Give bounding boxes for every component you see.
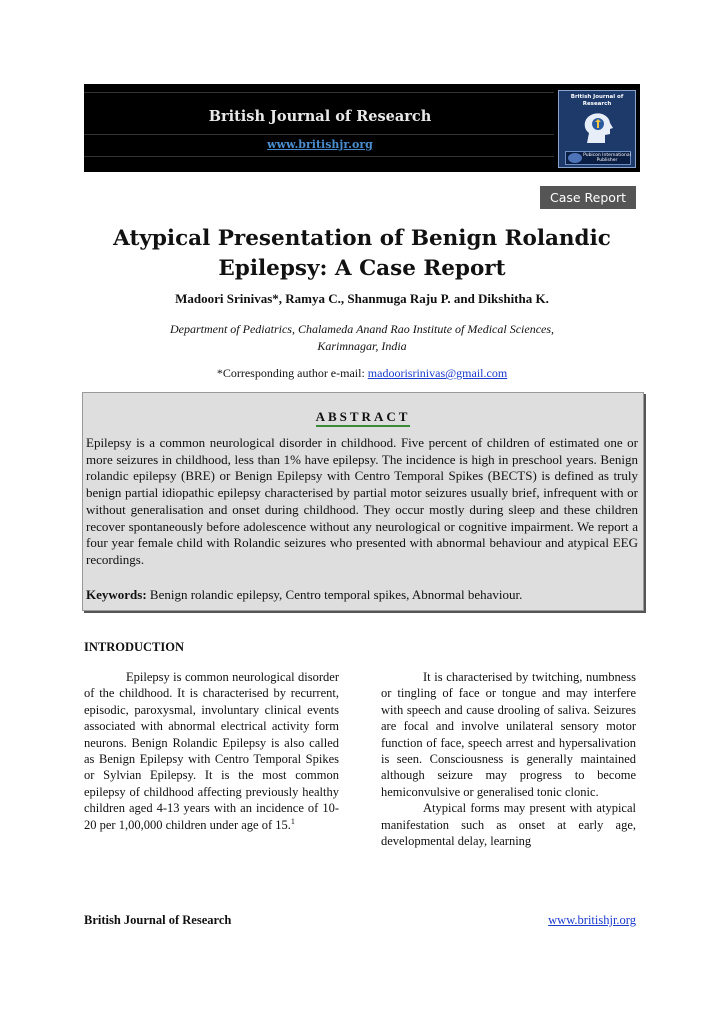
affiliation-line: Karimnagar, India bbox=[317, 339, 407, 353]
abstract-heading: ABSTRACT bbox=[83, 409, 643, 425]
body-paragraph: Atypical forms may present with atypical manifestation such as onset at early age, developmental delay, learning bbox=[381, 801, 636, 849]
logo-publisher-bar bbox=[565, 151, 631, 165]
banner-rule bbox=[84, 156, 554, 157]
journal-name: British Journal of Research bbox=[208, 108, 432, 125]
globe-icon bbox=[568, 153, 582, 163]
body-column-right bbox=[381, 669, 636, 849]
corresponding-label: *Corresponding author e-mail: bbox=[216, 366, 365, 380]
article-title bbox=[84, 224, 640, 284]
logo-journal-name: British Journal of Research bbox=[570, 94, 624, 107]
body-paragraph: It is characterised by twitching, numbness or tingling of face or tongue and may interfere with speech and cause drooling of saliva. Seizures are focal and involve unilateral sensory motor function of face, speech arrest and hypersalivation is seen. Consciousness is generally maintained although seizure may progress to become hemiconvulsive or generalised tonic clonic. bbox=[381, 670, 636, 799]
banner-rule bbox=[84, 134, 554, 135]
article-title-line: Atypical Presentation of Benign Rolandic bbox=[113, 226, 611, 251]
banner-rule bbox=[84, 92, 554, 93]
footer-journal-name: British Journal of Research bbox=[84, 913, 232, 927]
corresponding-email-link[interactable]: madoorisrinivas@gmail.com bbox=[367, 366, 508, 380]
body-paragraph: Epilepsy is common neurological disorder of the childhood. It is characterised by recurrent, episodic, paroxysmal, involuntary clinical events associated with abnormal electrical activity form neurons. Benign Rolandic Epilepsy is also called as Benign Epilepsy with Centro Temporal Spikes or Sylvian Epilepsy. It is the most common epilepsy of childhood affecting previously healthy children aged 4-13 years with an incidence of 10-20 per 1,00,000 children under age of 15.$^1$ bbox=[84, 670, 339, 832]
keywords-label: Keywords: bbox=[86, 587, 147, 602]
keywords-text: Benign rolandic epilepsy, Centro temporal spikes, Abnormal behaviour. bbox=[149, 587, 523, 602]
body-column-left bbox=[84, 669, 339, 833]
head-silhouette-icon bbox=[579, 109, 617, 147]
journal-logo bbox=[558, 90, 636, 168]
article-title-line: Epilepsy: A Case Report bbox=[218, 256, 506, 281]
author-affiliation bbox=[104, 321, 620, 355]
abstract-box bbox=[82, 392, 644, 611]
logo-publisher-text: Pubicon International Publisher bbox=[583, 153, 631, 163]
article-type-badge: Case Report bbox=[540, 186, 636, 209]
citation-superscript[interactable]: 1 bbox=[290, 816, 295, 826]
journal-banner bbox=[84, 84, 640, 172]
author-list: Madoori Srinivas*, Ramya C., Shanmuga Raju P. and Dikshitha K. bbox=[175, 291, 549, 306]
corresponding-author bbox=[84, 366, 640, 381]
abstract-text: Epilepsy is a common neurological disorder in childhood. Five percent of children of estimated one or more seizures in childhood, less than 1% have epilepsy. The incidence is high in preschool years. Benign rolandic epilepsy (BRE) or Benign Epilepsy with Centro Temporal Spikes (BECTS) is defined as truly benign partial idiopathic epilepsy characterised by partial motor seizures usually brief, infrequent with or without generalisation and onset during childhood. They occur mostly during sleep and these children recover spontaneously before adolescence without any neurological or cognitive impairment. We report a four year female child with Rolandic seizures who presented with abnormal behaviour and atypical EEG recordings. bbox=[86, 435, 638, 567]
journal-url-link[interactable]: www.britishjr.org bbox=[267, 138, 373, 151]
affiliation-line: Department of Pediatrics, Chalameda Anand Rao Institute of Medical Sciences, bbox=[169, 322, 555, 336]
footer-url-link[interactable]: www.britishjr.org bbox=[548, 913, 636, 927]
keywords bbox=[86, 587, 638, 603]
section-heading-introduction: INTRODUCTION bbox=[84, 640, 185, 654]
